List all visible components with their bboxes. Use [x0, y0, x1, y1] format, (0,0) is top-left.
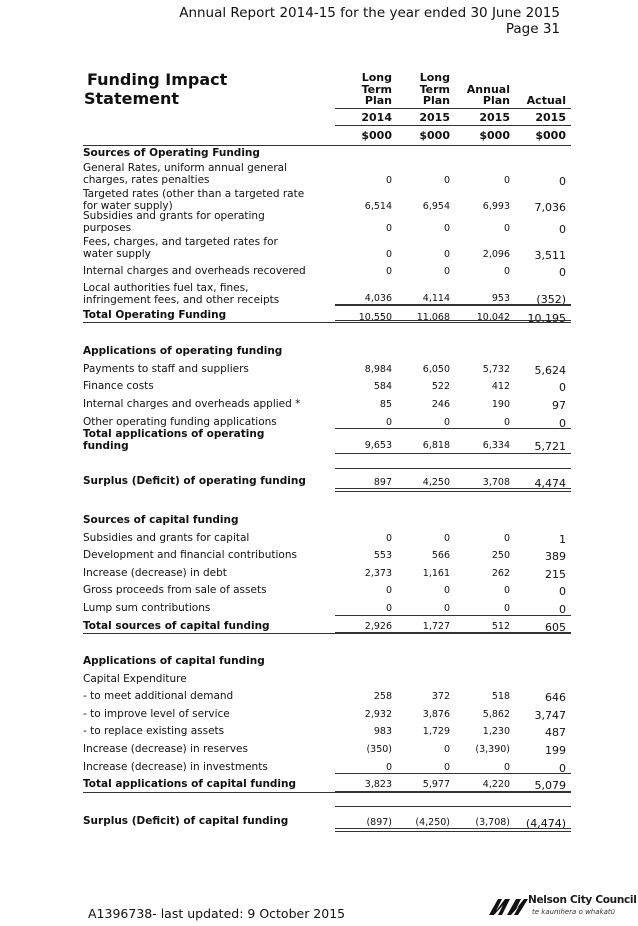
table-cell: 0 [385, 417, 392, 428]
row-heading: Total sources of capital funding [83, 620, 270, 632]
table-cell: 250 [491, 550, 510, 561]
table-cell: 372 [431, 691, 450, 702]
table-cell: 3,708 [482, 477, 510, 488]
cell-rule [513, 491, 571, 492]
cell-rule [335, 615, 397, 616]
table-cell: 2,373 [364, 568, 392, 579]
table-cell: 512 [491, 621, 510, 632]
cell-rule [395, 320, 455, 321]
cell-rule [453, 305, 515, 306]
cell-rule [453, 615, 515, 616]
table-cell: 4,250 [422, 477, 450, 488]
column-header-label: Term [419, 82, 450, 96]
row-label: - to improve level of service [83, 708, 230, 720]
table-cell: 584 [373, 381, 392, 392]
table-cell: 9,653 [364, 440, 392, 451]
row-heading: Surplus (Deficit) of operating funding [83, 475, 306, 487]
cell-rule [395, 615, 455, 616]
council-logo-icon [488, 893, 528, 921]
cell-rule [335, 773, 397, 774]
table-cell: 0 [385, 762, 392, 773]
table-cell: 199 [545, 744, 566, 757]
column-header-label: Term [361, 82, 392, 96]
column-header-label: Actual [526, 94, 566, 107]
table-cell: 1 [559, 533, 566, 546]
table-cell: 6,514 [364, 201, 392, 212]
table-cell: 10,195 [527, 312, 566, 325]
column-header-label: Long [419, 71, 450, 84]
table-cell: 4,220 [482, 779, 510, 790]
table-cell: 518 [491, 691, 510, 702]
row-label: Increase (decrease) in reserves [83, 743, 248, 755]
report-title-line: Annual Report 2014-15 for the year ended 30 June 2015 [179, 5, 560, 21]
cell-rule [395, 428, 455, 429]
cell-rule [395, 773, 455, 774]
table-cell: 389 [545, 550, 566, 563]
table-cell: 215 [545, 568, 566, 581]
table-cell: 0 [443, 744, 450, 755]
table-cell: (897) [366, 817, 392, 828]
row-heading: Applications of operating funding [83, 345, 283, 357]
row-heading: Total applications of operating funding [83, 428, 265, 452]
table-cell: 2,926 [364, 621, 392, 632]
row-label: Other operating funding applications [83, 416, 277, 428]
table-cell: 0 [443, 249, 450, 260]
table-cell: 0 [503, 762, 510, 773]
row-label: General Rates, uniform annual general charges, rates penalties [83, 162, 287, 186]
table-cell: 258 [373, 691, 392, 702]
table-cell: 566 [431, 550, 450, 561]
section-rule [83, 322, 571, 323]
table-cell: 5,624 [534, 364, 566, 377]
table-cell: 5,721 [534, 440, 566, 453]
cell-rule [395, 491, 455, 492]
cell-rule [335, 428, 397, 429]
table-cell: 0 [443, 603, 450, 614]
table-cell: 897 [373, 477, 392, 488]
column-header-label: Plan [482, 94, 510, 107]
cell-rule [453, 320, 515, 321]
header-rule [83, 145, 571, 146]
cell-rule [513, 453, 571, 454]
table-cell: 4,474 [534, 477, 566, 490]
column-header-label: Plan [422, 94, 450, 107]
logo-tagline: te kaunihera o whakatū [532, 908, 616, 916]
table-cell: 6,334 [482, 440, 510, 451]
table-cell: 2,096 [482, 249, 510, 260]
cell-rule [513, 831, 571, 832]
section-rule [335, 806, 571, 807]
table-cell: 0 [559, 603, 566, 616]
section-rule [335, 488, 571, 489]
table-cell: 0 [503, 223, 510, 234]
table-cell: 0 [559, 381, 566, 394]
row-heading: Surplus (Deficit) of capital funding [83, 815, 289, 827]
table-cell: 646 [545, 691, 566, 704]
row-label: Internal charges and overheads applied * [83, 398, 301, 410]
row-heading: Sources of capital funding [83, 514, 239, 526]
table-cell: 953 [491, 293, 510, 304]
column-unit: $000 [479, 129, 510, 142]
table-cell: 0 [503, 175, 510, 186]
table-cell: 6,993 [482, 201, 510, 212]
cell-rule [335, 831, 397, 832]
table-cell: 487 [545, 726, 566, 739]
cell-rule [453, 831, 515, 832]
cell-rule [453, 428, 515, 429]
row-label: Finance costs [83, 380, 154, 392]
cell-rule [453, 491, 515, 492]
cell-rule [335, 453, 397, 454]
row-label: Subsidies and grants for operating purposes [83, 210, 265, 234]
table-cell: 0 [443, 762, 450, 773]
cell-rule [335, 320, 397, 321]
row-heading: Total Operating Funding [83, 309, 227, 321]
table-cell: 3,511 [534, 249, 566, 262]
table-cell: 0 [503, 266, 510, 277]
section-rule [83, 633, 571, 634]
column-unit: $000 [361, 129, 392, 142]
table-cell: 0 [443, 266, 450, 277]
row-label: Gross proceeds from sale of assets [83, 584, 267, 596]
table-cell: 6,954 [422, 201, 450, 212]
table-cell: 1,161 [422, 568, 450, 579]
section-rule [83, 792, 571, 793]
table-cell: (3,390) [475, 744, 510, 755]
row-label: - to replace existing assets [83, 725, 225, 737]
table-cell: 0 [385, 603, 392, 614]
row-label: Internal charges and overheads recovered [83, 265, 306, 277]
cell-rule [513, 428, 571, 429]
table-cell: 190 [491, 399, 510, 410]
cell-rule [453, 453, 515, 454]
row-label: Lump sum contributions [83, 602, 211, 614]
table-cell: 412 [491, 381, 510, 392]
table-cell: 3,823 [364, 779, 392, 790]
table-cell: 0 [503, 417, 510, 428]
table-cell: 1,230 [482, 726, 510, 737]
row-label: Subsidies and grants for capital [83, 532, 250, 544]
table-cell: 5,079 [534, 779, 566, 792]
table-cell: 0 [443, 533, 450, 544]
column-header-label: Long [361, 71, 392, 84]
table-cell: 10,042 [476, 312, 510, 323]
logo-name: Nelson City Council [528, 894, 637, 906]
table-cell: 6,818 [422, 440, 450, 451]
row-heading: Applications of capital funding [83, 655, 265, 667]
table-cell: 0 [559, 417, 566, 430]
table-cell: 4,114 [422, 293, 450, 304]
cell-rule [513, 773, 571, 774]
table-cell: 6,050 [422, 364, 450, 375]
column-unit: $000 [535, 129, 566, 142]
cell-rule [395, 831, 455, 832]
cell-rule [335, 491, 397, 492]
column-year: 2014 [361, 111, 392, 124]
table-cell: 0 [385, 175, 392, 186]
table-cell: 0 [559, 762, 566, 775]
table-cell: (352) [536, 293, 566, 306]
document-footer: A1396738- last updated: 9 October 2015 [88, 906, 346, 921]
council-logo [488, 893, 637, 921]
table-cell: (4,250) [415, 817, 450, 828]
section-rule [335, 468, 571, 469]
table-cell: 0 [559, 175, 566, 188]
cell-rule [453, 773, 515, 774]
table-cell: 3,876 [422, 709, 450, 720]
table-cell: 0 [443, 175, 450, 186]
table-cell: 0 [443, 417, 450, 428]
column-unit: $000 [419, 129, 450, 142]
row-heading: Total applications of capital funding [83, 778, 297, 790]
table-cell: 0 [559, 266, 566, 279]
table-cell: 5,862 [482, 709, 510, 720]
table-cell: 0 [503, 585, 510, 596]
cell-rule [395, 453, 455, 454]
table-cell: 3,747 [534, 709, 566, 722]
table-cell: 0 [503, 533, 510, 544]
cell-rule [395, 305, 455, 306]
table-cell: 0 [385, 266, 392, 277]
row-heading: Sources of Operating Funding [83, 147, 260, 159]
table-cell: 97 [552, 399, 566, 412]
cell-rule [513, 615, 571, 616]
row-label: Payments to staff and suppliers [83, 363, 249, 375]
table-cell: 0 [443, 223, 450, 234]
row-label: Local authorities fuel tax, fines, infringement fees, and other receipts [83, 282, 280, 306]
column-header-label: Annual [466, 82, 510, 96]
row-label: Development and financial contributions [83, 549, 297, 561]
column-year: 2015 [419, 111, 450, 124]
table-cell: 11,068 [416, 312, 450, 323]
table-cell: 605 [545, 621, 566, 634]
row-label: Capital Expenditure [83, 673, 187, 685]
table-cell: 0 [385, 533, 392, 544]
table-cell: 85 [379, 399, 392, 410]
table-cell: 7,036 [534, 201, 566, 214]
cell-rule [513, 320, 571, 321]
table-cell: 5,732 [482, 364, 510, 375]
table-cell: 0 [443, 585, 450, 596]
page-number: Page 31 [505, 21, 560, 37]
table-cell: 10,550 [358, 312, 392, 323]
section-rule [335, 828, 571, 829]
table-cell: 1,729 [422, 726, 450, 737]
row-label: Increase (decrease) in debt [83, 567, 227, 579]
page-title: Funding Impact Statement [84, 70, 228, 108]
table-cell: 983 [373, 726, 392, 737]
column-year: 2015 [535, 111, 566, 124]
table-cell: 246 [431, 399, 450, 410]
row-label: - to meet additional demand [83, 690, 234, 702]
table-cell: 262 [491, 568, 510, 579]
column-year: 2015 [479, 111, 510, 124]
table-cell: 0 [503, 603, 510, 614]
table-cell: (4,474) [525, 817, 566, 830]
table-cell: 0 [559, 585, 566, 598]
table-cell: 0 [385, 585, 392, 596]
table-cell: 0 [385, 223, 392, 234]
table-cell: 0 [385, 249, 392, 260]
cell-rule [513, 305, 571, 306]
report-header [179, 5, 560, 37]
cell-rule [335, 305, 397, 306]
table-cell: (350) [366, 744, 392, 755]
table-cell: 0 [559, 223, 566, 236]
table-cell: 4,036 [364, 293, 392, 304]
table-cell: 8,984 [364, 364, 392, 375]
table-cell: 1,727 [422, 621, 450, 632]
header-rule [335, 108, 571, 109]
table-cell: 522 [431, 381, 450, 392]
row-label: Fees, charges, and targeted rates for water supply [83, 236, 278, 260]
table-cell: (3,708) [475, 817, 510, 828]
table-cell: 553 [373, 550, 392, 561]
column-header-label: Plan [364, 94, 392, 107]
row-label: Targeted rates (other than a targeted rate for water supply) [83, 188, 305, 212]
row-label: Increase (decrease) in investments [83, 761, 268, 773]
header-rule [335, 125, 571, 126]
table-cell: 2,932 [364, 709, 392, 720]
table-cell: 5,977 [422, 779, 450, 790]
